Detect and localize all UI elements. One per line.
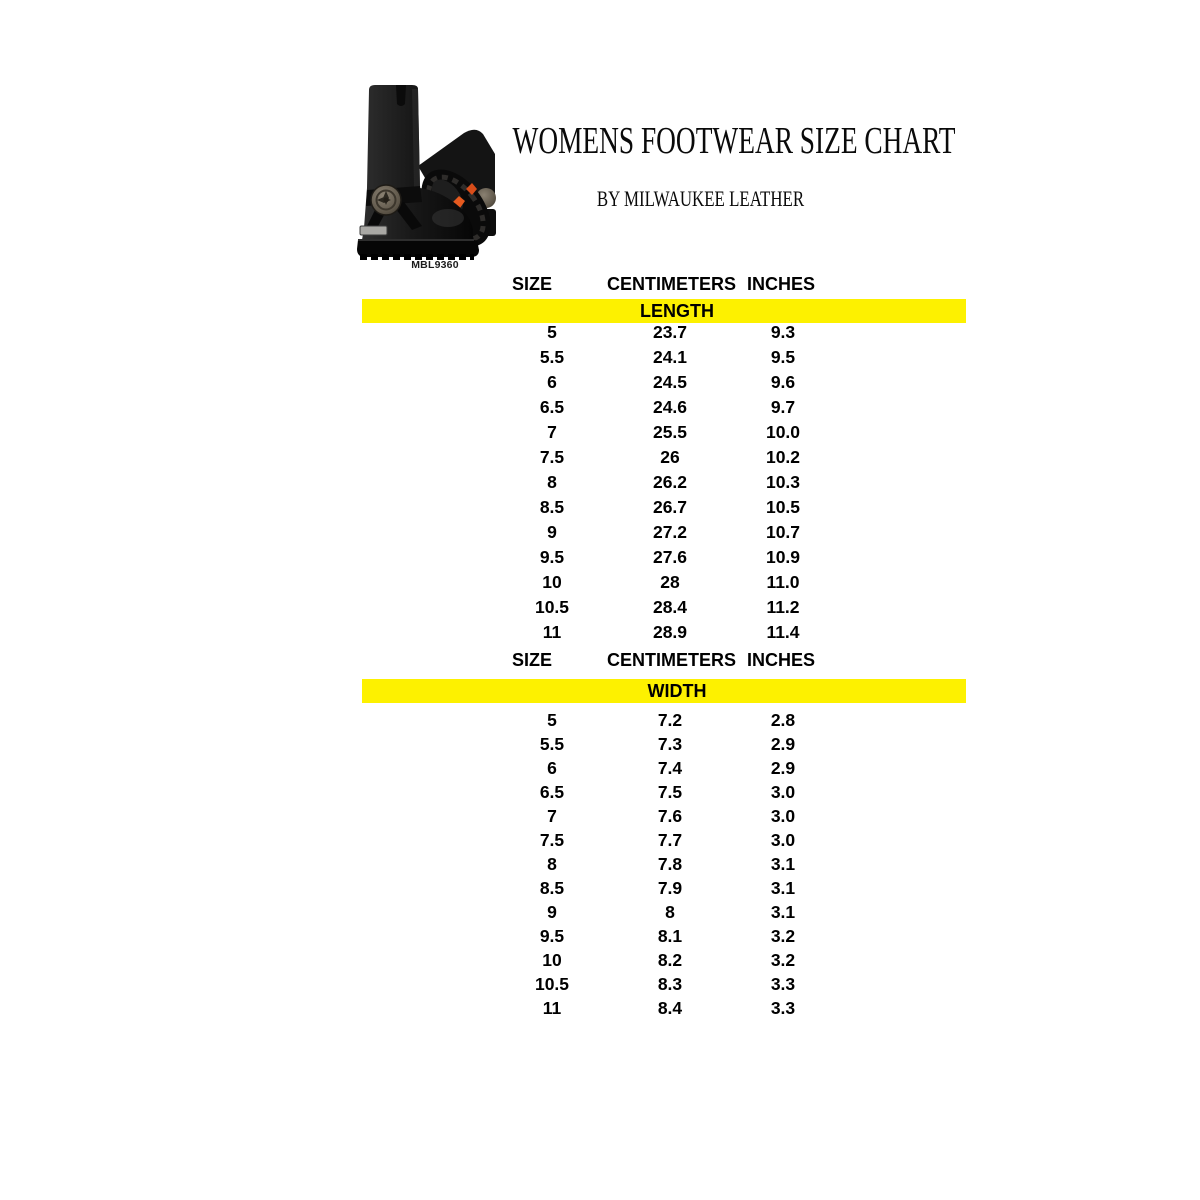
size-value: 8: [547, 854, 557, 874]
centimeters-value: 7.9: [657, 878, 683, 898]
column-header-centimeters: CENTIMETERS: [607, 274, 737, 294]
size-value: 7.5: [539, 830, 565, 850]
table-row: [362, 972, 966, 996]
centimeters-value: 7.8: [657, 854, 683, 874]
table-row: [362, 780, 966, 804]
table-row: [362, 545, 966, 570]
size-value: 8.5: [539, 497, 565, 517]
table-row: [362, 320, 966, 345]
centimeters-value: 24.6: [652, 397, 688, 417]
inches-value: 3.1: [770, 854, 796, 874]
size-value: 11: [542, 998, 562, 1018]
column-header-size: SIZE: [511, 274, 552, 294]
inches-value: 3.0: [770, 782, 796, 802]
table-row: [362, 708, 966, 732]
inches-value: 11.4: [766, 622, 800, 642]
size-value: 6: [547, 372, 557, 392]
size-value: 7.5: [539, 447, 565, 467]
heel-brand-plate: [360, 226, 387, 235]
inches-value: 2.9: [770, 734, 796, 754]
inches-value: 10.9: [765, 547, 801, 567]
centimeters-value: 7.2: [657, 710, 683, 730]
centimeters-value: 7.7: [657, 830, 683, 850]
centimeters-value: 7.6: [657, 806, 683, 826]
centimeters-value: 24.5: [652, 372, 688, 392]
inches-value: 2.9: [770, 758, 796, 778]
table-row: [362, 570, 966, 595]
centimeters-value: 8.1: [657, 926, 683, 946]
table-row: [362, 732, 966, 756]
table-row: [362, 852, 966, 876]
size-value: 7: [547, 422, 557, 442]
inches-value: 3.3: [770, 974, 796, 994]
inches-value: 11.0: [766, 572, 800, 592]
centimeters-value: 7.4: [657, 758, 683, 778]
column-header-centimeters: CENTIMETERS: [607, 650, 737, 670]
toe-highlight: [432, 209, 464, 227]
size-value: 5: [547, 322, 557, 342]
length-section-band: LENGTH: [362, 299, 966, 323]
centimeters-value: 8.4: [657, 998, 683, 1018]
table-row: [362, 470, 966, 495]
centimeters-value: 23.7: [652, 322, 688, 342]
centimeters-value: 26.2: [652, 472, 688, 492]
inches-value: 10.5: [765, 497, 801, 517]
size-value: 10.5: [534, 597, 570, 617]
boot-product-image: [352, 78, 497, 260]
size-value: 5.5: [539, 734, 565, 754]
size-value: 6: [547, 758, 557, 778]
size-value: 9: [547, 902, 557, 922]
table-row: [362, 620, 966, 645]
table-row: [362, 900, 966, 924]
size-value: 10: [542, 572, 562, 592]
centimeters-value: 28: [660, 572, 680, 592]
inches-value: 9.6: [770, 372, 796, 392]
size-value: 8: [547, 472, 557, 492]
product-model-code: MBL9360: [411, 259, 459, 271]
column-header-inches: INCHES: [746, 650, 815, 670]
table-row: [362, 996, 966, 1020]
centimeters-value: 8.2: [657, 950, 683, 970]
centimeters-value: 27.2: [652, 522, 688, 542]
page-title: WOMENS FOOTWEAR SIZE CHART: [512, 120, 956, 162]
length-table-header-row: [362, 272, 966, 296]
inches-value: 10.7: [765, 522, 801, 542]
inches-value: 3.0: [770, 830, 796, 850]
table-row: [362, 828, 966, 852]
centimeters-value: 28.9: [652, 622, 688, 642]
inches-value: 3.2: [770, 926, 796, 946]
table-row: [362, 595, 966, 620]
boots-illustration: [352, 78, 497, 268]
page-subtitle: BY MILWAUKEE LEATHER: [596, 186, 805, 211]
inches-value: 3.1: [770, 902, 796, 922]
inches-value: 10.0: [765, 422, 801, 442]
table-row: [362, 876, 966, 900]
size-value: 9: [547, 522, 557, 542]
table-row: [362, 370, 966, 395]
centimeters-value: 27.6: [652, 547, 688, 567]
table-row: [362, 520, 966, 545]
width-table-header-row: [362, 648, 966, 672]
centimeters-value: 26: [660, 447, 680, 467]
size-value: 11: [542, 622, 562, 642]
inches-value: 3.2: [770, 950, 796, 970]
centimeters-value: 7.3: [657, 734, 683, 754]
size-value: 7: [547, 806, 557, 826]
size-value: 6.5: [539, 397, 565, 417]
inches-value: 9.3: [770, 322, 796, 342]
centimeters-value: 26.7: [652, 497, 688, 517]
table-row: [362, 495, 966, 520]
size-value: 9.5: [539, 547, 565, 567]
centimeters-value: 24.1: [652, 347, 688, 367]
size-value: 10: [542, 950, 562, 970]
size-value: 5: [547, 710, 557, 730]
boot-pull-tab: [396, 85, 406, 106]
inches-value: 10.3: [765, 472, 801, 492]
table-row: [362, 395, 966, 420]
table-row: [362, 445, 966, 470]
table-row: [362, 924, 966, 948]
table-row: [362, 948, 966, 972]
inches-value: 3.0: [770, 806, 796, 826]
length-table-rows: [362, 320, 966, 645]
table-row: [362, 345, 966, 370]
centimeters-value: 25.5: [652, 422, 688, 442]
inches-value: 9.7: [770, 397, 796, 417]
size-value: 9.5: [539, 926, 565, 946]
size-value: 5.5: [539, 347, 565, 367]
inches-value: 11.2: [766, 597, 800, 617]
size-value: 10.5: [534, 974, 570, 994]
width-table-rows: [362, 708, 966, 1020]
inches-value: 9.5: [770, 347, 796, 367]
inches-value: 3.1: [770, 878, 796, 898]
size-value: 8.5: [539, 878, 565, 898]
table-row: [362, 756, 966, 780]
column-header-inches: INCHES: [746, 274, 815, 294]
size-value: 6.5: [539, 782, 565, 802]
centimeters-value: 28.4: [652, 597, 688, 617]
column-header-size: SIZE: [511, 650, 552, 670]
centimeters-value: 7.5: [657, 782, 683, 802]
centimeters-value: 8.3: [657, 974, 683, 994]
inches-value: 3.3: [770, 998, 796, 1018]
table-row: [362, 804, 966, 828]
table-row: [362, 420, 966, 445]
width-section-band: WIDTH: [362, 679, 966, 703]
inches-value: 2.8: [770, 710, 796, 730]
centimeters-value: 8: [665, 902, 675, 922]
inches-value: 10.2: [765, 447, 801, 467]
